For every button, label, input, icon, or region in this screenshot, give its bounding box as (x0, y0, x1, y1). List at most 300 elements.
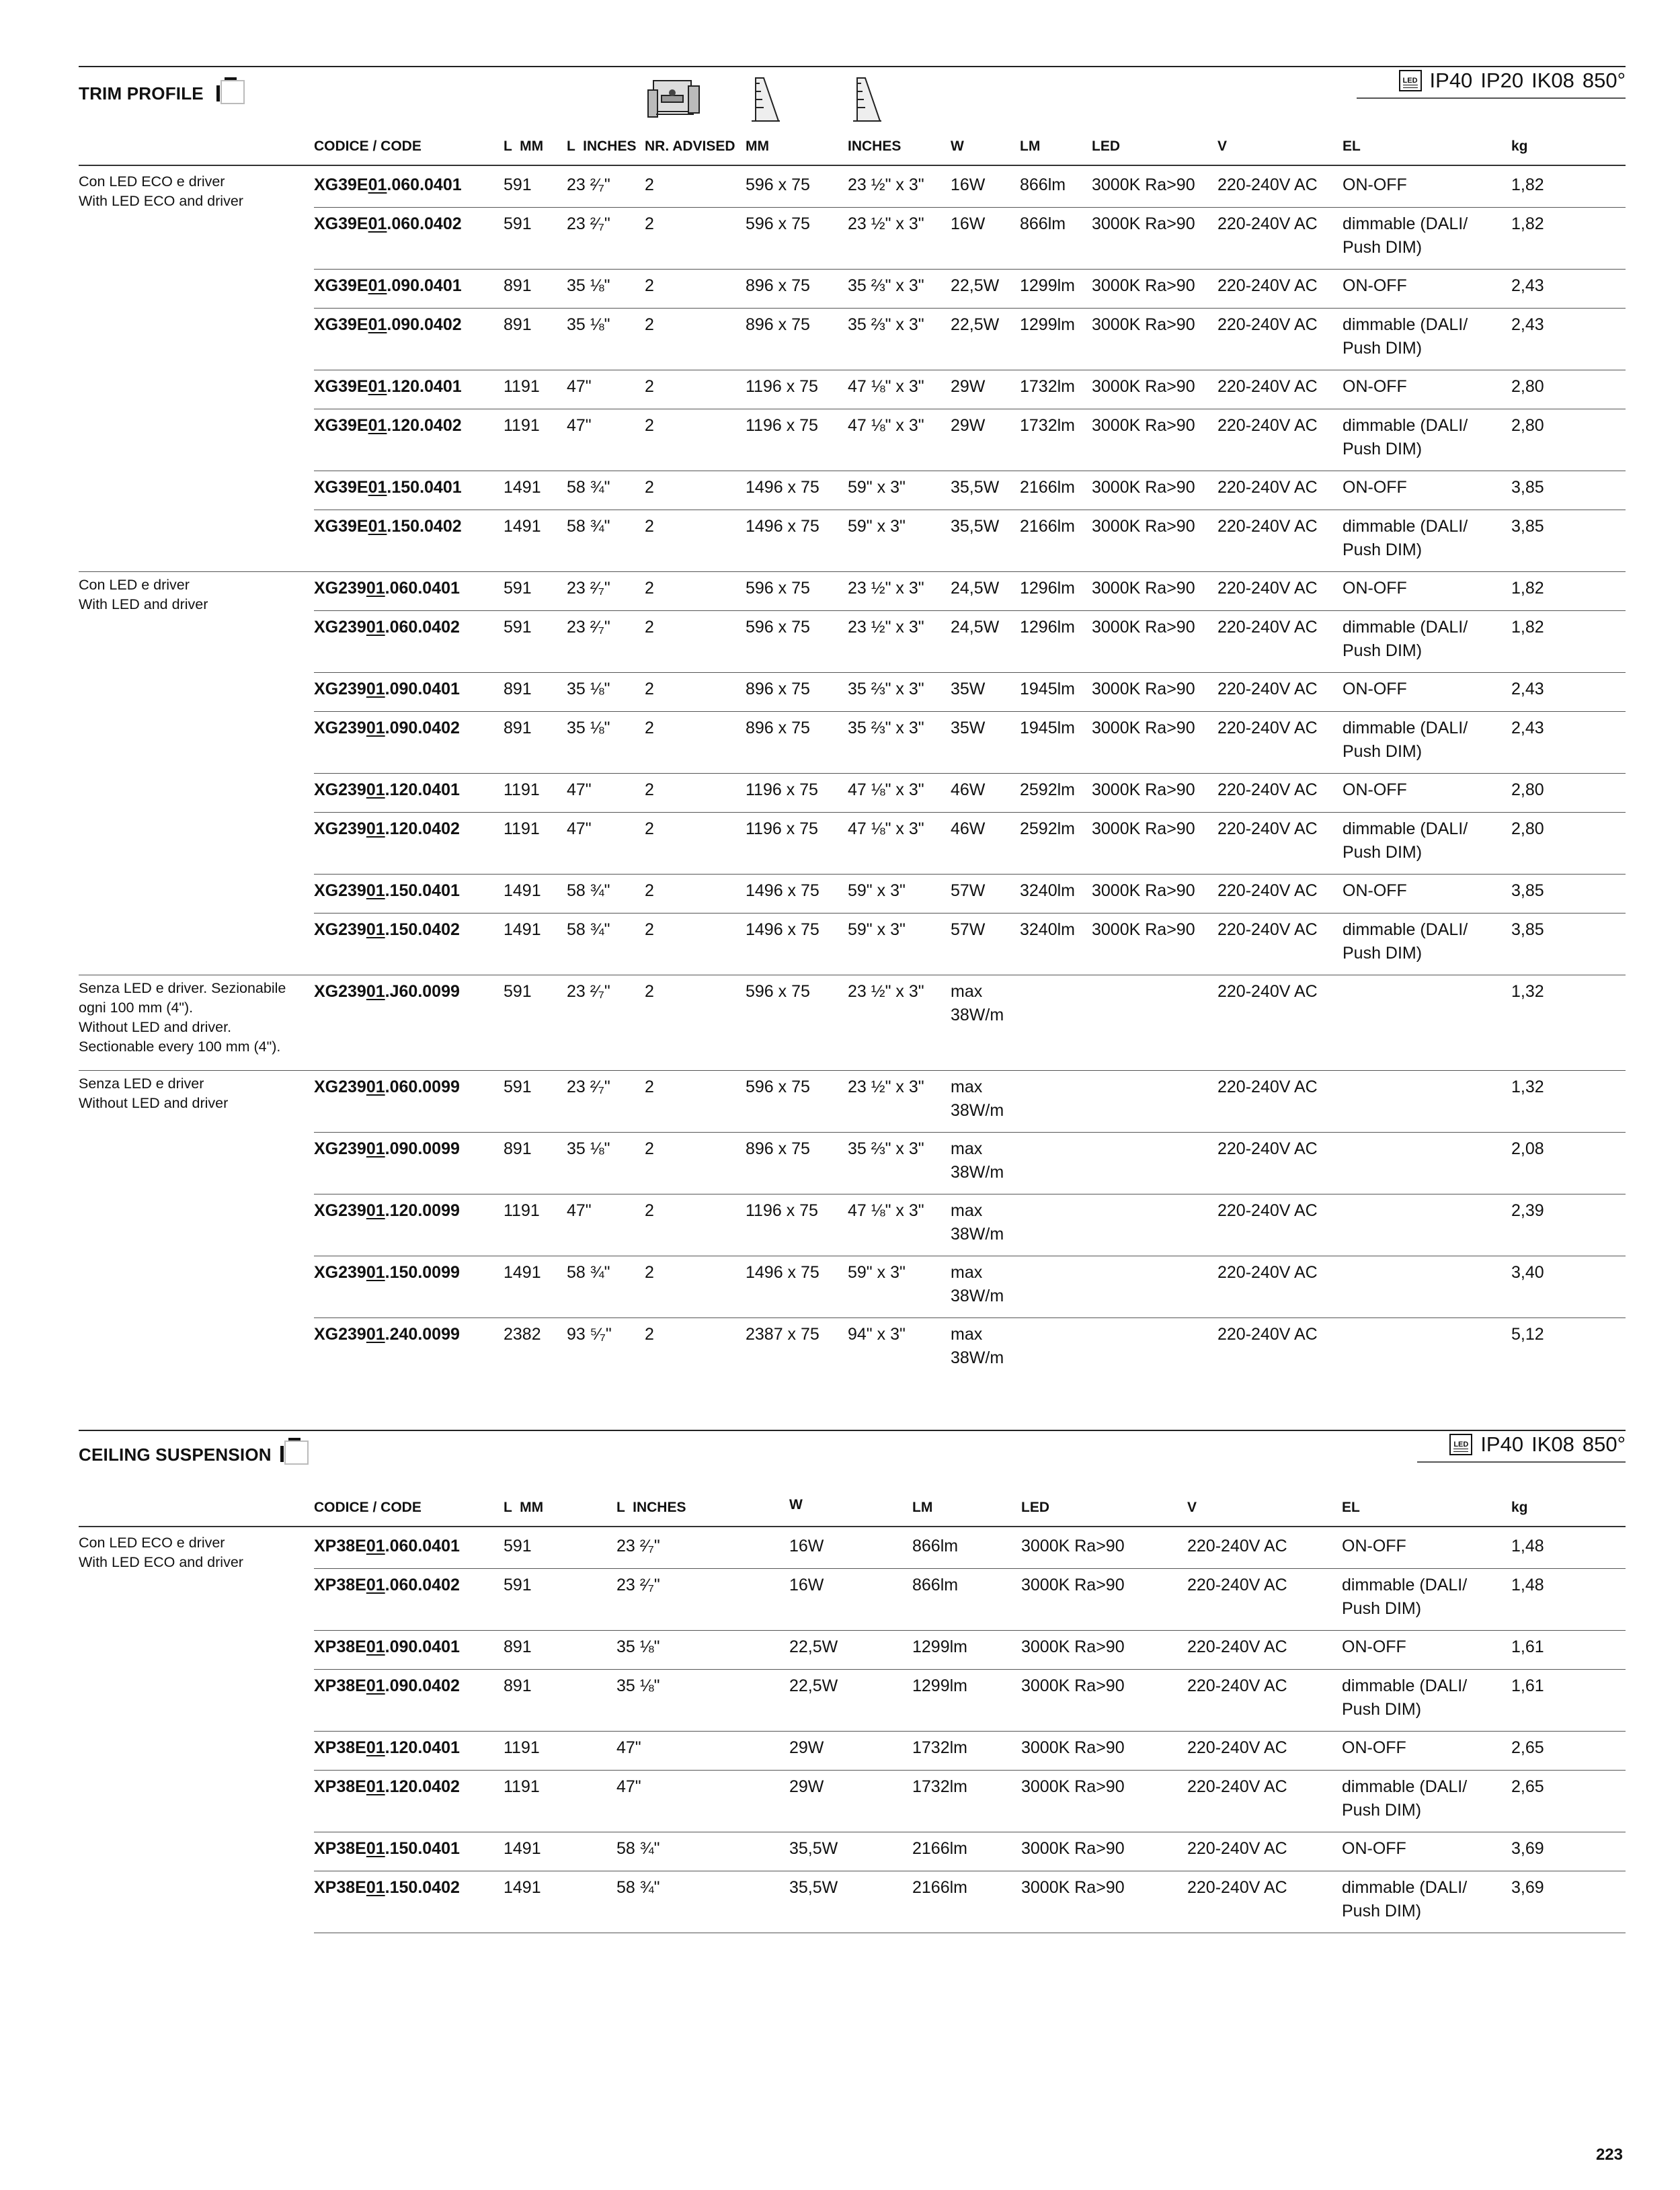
code-prefix: XG39E (314, 175, 368, 194)
product-code (314, 577, 460, 600)
cert-850: 850° (1582, 69, 1626, 92)
code-finish: 01 (366, 780, 385, 799)
row-rule (314, 773, 1626, 774)
cell-v: 220-240V AC (1217, 680, 1318, 698)
code-finish: 01 (366, 1537, 385, 1555)
product-code (314, 476, 462, 499)
cell-w: max 38W/m (951, 1201, 1004, 1244)
cell-inches: 47 ⅛" x 3" (848, 819, 924, 838)
cell-el: dimmable (DALI/ Push DIM) (1343, 719, 1468, 761)
cell-v: 220-240V AC (1217, 618, 1318, 637)
cell-l-mm: 1191 (504, 377, 540, 396)
product-code (314, 1674, 460, 1698)
cell-l-mm: 891 (504, 719, 532, 737)
cell-l-inches: 58 ¾" (567, 517, 610, 536)
cert-ip40: IP40 (1480, 1432, 1524, 1456)
code-suffix: .120.0402 (385, 819, 460, 838)
row-rule (314, 610, 1626, 611)
code-suffix: .J60.0099 (385, 982, 460, 1001)
cell-lm: 2166lm (912, 1878, 967, 1897)
cell-el: dimmable (DALI/ Push DIM) (1342, 1576, 1468, 1618)
column-header-led: LED (1092, 138, 1120, 154)
cell-l-mm: 591 (504, 618, 532, 637)
cell-l-inches: 23 ²⁄₇" (616, 1576, 660, 1594)
code-finish: 01 (366, 1201, 385, 1220)
cell-nr-advised: 2 (645, 478, 654, 497)
code-prefix: XG39E (314, 315, 368, 334)
product-code (314, 1837, 460, 1861)
cell-lm: 2166lm (912, 1839, 967, 1858)
cell-kg: 1,32 (1511, 1078, 1544, 1096)
cell-lm: 2592lm (1020, 819, 1075, 838)
column-header-l-mm: L MM (504, 1500, 544, 1515)
cell-kg: 3,69 (1511, 1878, 1544, 1897)
code-prefix: XG39E (314, 276, 368, 295)
cell-nr-advised: 2 (645, 1325, 654, 1344)
product-code (314, 515, 462, 538)
cell-w: max 38W/m (951, 982, 1004, 1024)
code-prefix: XG239 (314, 982, 366, 1001)
cell-mm: 596 x 75 (746, 579, 810, 598)
cell-v: 220-240V AC (1217, 276, 1318, 295)
cell-led: 3000K Ra>90 (1092, 214, 1195, 233)
cell-inches: 35 ⅔" x 3" (848, 680, 924, 698)
product-code (314, 1323, 460, 1346)
cell-lm: 866lm (912, 1537, 959, 1555)
cell-w: 22,5W (789, 1676, 838, 1695)
cell-el: ON-OFF (1342, 1738, 1406, 1757)
column-header-el: EL (1342, 1500, 1360, 1515)
cell-mm: 1196 x 75 (746, 780, 818, 799)
header-rule (79, 165, 1626, 166)
code-prefix: XG239 (314, 1263, 366, 1282)
cell-l-mm: 2382 (504, 1325, 541, 1344)
cell-mm: 596 x 75 (746, 618, 810, 637)
cell-mm: 596 x 75 (746, 214, 810, 233)
cell-w: 16W (951, 175, 986, 194)
code-prefix: XG239 (314, 1139, 366, 1158)
code-suffix: .120.0099 (385, 1201, 460, 1220)
code-prefix: XG39E (314, 214, 368, 233)
cell-led: 3000K Ra>90 (1092, 680, 1195, 698)
column-header-led: LED (1021, 1500, 1049, 1515)
cert-850: 850° (1582, 1432, 1626, 1456)
cell-w: 16W (951, 214, 986, 233)
code-suffix: .060.0402 (385, 618, 460, 637)
code-prefix: XP38E (314, 1738, 366, 1757)
cell-kg: 1,82 (1511, 579, 1544, 598)
code-suffix: .060.0402 (385, 1576, 460, 1594)
cell-v: 220-240V AC (1217, 315, 1318, 334)
cell-l-inches: 23 ²⁄₇" (567, 214, 610, 233)
cell-lm: 1299lm (1020, 315, 1075, 334)
cell-led: 3000K Ra>90 (1092, 416, 1195, 435)
cell-v: 220-240V AC (1187, 1537, 1287, 1555)
code-finish: 01 (366, 1078, 385, 1096)
section-title: TRIM PROFILE (79, 83, 204, 104)
cell-el: dimmable (DALI/ Push DIM) (1343, 517, 1468, 559)
cell-nr-advised: 2 (645, 276, 654, 295)
cell-kg: 3,85 (1511, 478, 1544, 497)
cell-w: 24,5W (951, 618, 1000, 637)
cell-nr-advised: 2 (645, 1139, 654, 1158)
cell-kg: 5,12 (1511, 1325, 1544, 1344)
code-finish: 01 (366, 982, 385, 1001)
cell-el: ON-OFF (1343, 276, 1407, 295)
profile-inches-drawing (850, 75, 883, 124)
cell-inches: 47 ⅛" x 3" (848, 780, 924, 799)
code-prefix: XG239 (314, 920, 366, 939)
cell-v: 220-240V AC (1217, 881, 1318, 900)
code-suffix: .150.0099 (385, 1263, 460, 1282)
column-header-kg: kg (1511, 138, 1528, 154)
cell-lm: 3240lm (1020, 920, 1075, 939)
cell-v: 220-240V AC (1187, 1878, 1287, 1897)
cell-mm: 596 x 75 (746, 175, 810, 194)
cell-l-inches: 58 ¾" (567, 1263, 610, 1282)
group-label: Senza LED e driver Without LED and driver (79, 1076, 229, 1111)
cell-mm: 1496 x 75 (746, 478, 819, 497)
cell-el: ON-OFF (1343, 680, 1407, 698)
code-finish: 01 (368, 416, 387, 435)
section-top-rule (79, 1430, 1626, 1431)
code-finish: 01 (366, 618, 385, 637)
cell-inches: 59" x 3" (848, 517, 906, 536)
cell-l-mm: 591 (504, 214, 532, 233)
row-rule (314, 207, 1626, 208)
cell-inches: 23 ½" x 3" (848, 579, 924, 598)
cell-mm: 896 x 75 (746, 315, 810, 334)
product-code (314, 274, 462, 298)
row-rule (314, 1770, 1626, 1771)
code-finish: 01 (366, 819, 385, 838)
cell-lm: 1732lm (912, 1777, 967, 1796)
cell-mm: 1196 x 75 (746, 377, 818, 396)
column-header-kg: kg (1511, 1500, 1528, 1515)
cell-nr-advised: 2 (645, 719, 654, 737)
cell-kg: 1,82 (1511, 214, 1544, 233)
code-suffix: .090.0402 (385, 719, 460, 737)
cell-l-mm: 891 (504, 1139, 532, 1158)
code-suffix: .090.0401 (385, 680, 460, 698)
code-finish: 01 (366, 1139, 385, 1158)
cell-led: 3000K Ra>90 (1092, 780, 1195, 799)
cell-inches: 23 ½" x 3" (848, 214, 924, 233)
cell-kg: 2,80 (1511, 377, 1544, 396)
mounting-clip-drawing (647, 75, 702, 122)
code-finish: 01 (366, 719, 385, 737)
cell-l-mm: 891 (504, 276, 532, 295)
cell-kg: 2,43 (1511, 680, 1544, 698)
product-code (314, 1261, 460, 1285)
cell-v: 220-240V AC (1217, 982, 1318, 1001)
cell-mm: 1496 x 75 (746, 517, 819, 536)
cell-l-inches: 23 ²⁄₇" (616, 1537, 660, 1555)
cell-nr-advised: 2 (645, 416, 654, 435)
code-prefix: XP38E (314, 1576, 366, 1594)
code-suffix: .120.0401 (387, 377, 462, 396)
row-rule (314, 1731, 1626, 1732)
cell-nr-advised: 2 (645, 680, 654, 698)
cell-nr-advised: 2 (645, 315, 654, 334)
header-rule (79, 1526, 1626, 1527)
code-suffix: .090.0401 (387, 276, 462, 295)
cell-w: 29W (951, 377, 986, 396)
cell-led: 3000K Ra>90 (1092, 819, 1195, 838)
cell-v: 220-240V AC (1217, 377, 1318, 396)
cell-l-mm: 1491 (504, 920, 541, 939)
product-code (314, 778, 460, 802)
cell-inches: 23 ½" x 3" (848, 618, 924, 637)
led-badge-icon: LED (1449, 1434, 1472, 1455)
code-suffix: .120.0401 (385, 780, 460, 799)
cell-l-mm: 591 (504, 1537, 532, 1555)
cell-led: 3000K Ra>90 (1092, 315, 1195, 334)
cell-nr-advised: 2 (645, 618, 654, 637)
cell-led: 3000K Ra>90 (1021, 1839, 1125, 1858)
section-title: CEILING SUSPENSION (79, 1445, 272, 1465)
cell-mm: 1496 x 75 (746, 881, 819, 900)
cell-v: 220-240V AC (1187, 1738, 1287, 1757)
cell-w: 35,5W (951, 517, 1000, 536)
cell-lm: 1732lm (912, 1738, 967, 1757)
column-header-l-inches: L INCHES (616, 1500, 686, 1515)
cell-w: 35,5W (789, 1878, 838, 1897)
code-finish: 01 (368, 478, 387, 497)
cell-l-mm: 1191 (504, 1738, 540, 1757)
cell-lm: 1732lm (1020, 416, 1075, 435)
product-code (314, 1775, 460, 1799)
cell-led: 3000K Ra>90 (1021, 1676, 1125, 1695)
cell-led: 3000K Ra>90 (1021, 1777, 1125, 1796)
code-prefix: XG239 (314, 1201, 366, 1220)
cell-el: dimmable (DALI/ Push DIM) (1343, 416, 1468, 458)
cell-w: max 38W/m (951, 1325, 1004, 1367)
cell-v: 220-240V AC (1217, 1325, 1318, 1344)
cell-el: dimmable (DALI/ Push DIM) (1342, 1777, 1468, 1820)
cell-el: ON-OFF (1342, 1537, 1406, 1555)
cell-lm: 2166lm (1020, 478, 1075, 497)
cell-w: 35,5W (789, 1839, 838, 1858)
code-finish: 01 (366, 1676, 385, 1695)
cert-ik08: IK08 (1531, 69, 1574, 92)
group-label: Senza LED e driver. Sezionabile ogni 100 mm (4"). Without LED and driver. Sectionable every 100 mm (4"). (79, 980, 286, 1055)
cell-lm: 1299lm (1020, 276, 1075, 295)
row-rule (314, 1669, 1626, 1670)
cell-el: ON-OFF (1343, 478, 1407, 497)
code-suffix: .060.0099 (385, 1078, 460, 1096)
cell-v: 220-240V AC (1217, 819, 1318, 838)
product-code (314, 212, 462, 236)
cell-led: 3000K Ra>90 (1092, 175, 1195, 194)
code-finish: 01 (368, 175, 387, 194)
code-prefix: XG39E (314, 517, 368, 536)
cell-nr-advised: 2 (645, 780, 654, 799)
cell-l-mm: 891 (504, 1676, 532, 1695)
cell-l-inches: 35 ⅛" (567, 276, 610, 295)
cell-inches: 23 ½" x 3" (848, 982, 924, 1001)
cell-w: 22,5W (789, 1637, 838, 1656)
code-suffix: .240.0099 (385, 1325, 460, 1344)
cell-l-mm: 1491 (504, 517, 541, 536)
cell-mm: 596 x 75 (746, 982, 810, 1001)
group-label: Con LED ECO e driver With LED ECO and driver (79, 1535, 243, 1570)
cell-w: max 38W/m (951, 1139, 1004, 1182)
cell-l-inches: 58 ¾" (616, 1839, 660, 1858)
cert-ip20: IP20 (1480, 69, 1524, 92)
column-header-w: W (789, 1497, 803, 1512)
column-header-el: EL (1343, 138, 1361, 154)
cell-inches: 35 ⅔" x 3" (848, 719, 924, 737)
product-code (314, 918, 460, 942)
cell-l-inches: 23 ²⁄₇" (567, 982, 610, 1001)
ceiling-profile-icon (280, 1438, 309, 1466)
cell-nr-advised: 2 (645, 982, 654, 1001)
cell-nr-advised: 2 (645, 214, 654, 233)
code-prefix: XP38E (314, 1537, 366, 1555)
cell-inches: 59" x 3" (848, 881, 906, 900)
cell-l-mm: 591 (504, 1576, 532, 1594)
cell-kg: 2,39 (1511, 1201, 1544, 1220)
cell-l-mm: 1491 (504, 1839, 541, 1858)
code-prefix: XP38E (314, 1637, 366, 1656)
cell-v: 220-240V AC (1187, 1839, 1287, 1858)
cell-el: dimmable (DALI/ Push DIM) (1343, 214, 1468, 257)
cell-nr-advised: 2 (645, 881, 654, 900)
cell-kg: 2,43 (1511, 719, 1544, 737)
group-rule (79, 1070, 1626, 1071)
cell-inches: 47 ⅛" x 3" (848, 416, 924, 435)
row-rule (314, 308, 1626, 309)
cell-el: ON-OFF (1342, 1839, 1406, 1858)
code-prefix: XP38E (314, 1878, 366, 1897)
cell-el: dimmable (DALI/ Push DIM) (1343, 618, 1468, 660)
cell-kg: 2,80 (1511, 416, 1544, 435)
code-finish: 01 (366, 1777, 385, 1796)
code-finish: 01 (366, 1878, 385, 1897)
cell-kg: 2,80 (1511, 819, 1544, 838)
code-prefix: XG239 (314, 819, 366, 838)
led-badge-icon: LED (1399, 70, 1422, 91)
cell-el: ON-OFF (1342, 1637, 1406, 1656)
cell-el: dimmable (DALI/ Push DIM) (1342, 1676, 1468, 1719)
cell-el: dimmable (DALI/ Push DIM) (1342, 1878, 1468, 1920)
cell-inches: 35 ⅔" x 3" (848, 276, 924, 295)
cell-kg: 2,65 (1511, 1777, 1544, 1796)
code-prefix: XG239 (314, 579, 366, 598)
cell-inches: 47 ⅛" x 3" (848, 1201, 924, 1220)
product-code (314, 173, 462, 197)
cell-w: 22,5W (951, 276, 1000, 295)
cell-l-inches: 47" (567, 416, 592, 435)
row-rule (314, 1317, 1626, 1318)
code-prefix: XG39E (314, 416, 368, 435)
cell-el: ON-OFF (1343, 377, 1407, 396)
cell-w: 24,5W (951, 579, 1000, 598)
code-suffix: .060.0401 (385, 579, 460, 598)
cell-v: 220-240V AC (1217, 478, 1318, 497)
code-prefix: XG239 (314, 1325, 366, 1344)
cell-v: 220-240V AC (1217, 175, 1318, 194)
group-rule (79, 571, 1626, 572)
column-header-l-mm: L MM (504, 138, 544, 154)
cell-led: 3000K Ra>90 (1092, 579, 1195, 598)
cell-l-inches: 47" (567, 780, 592, 799)
cell-kg: 2,43 (1511, 276, 1544, 295)
cell-mm: 896 x 75 (746, 680, 810, 698)
product-code (314, 980, 460, 1004)
product-code (314, 313, 462, 337)
product-code (314, 717, 460, 740)
product-code (314, 1535, 460, 1558)
cell-lm: 1299lm (912, 1637, 967, 1656)
cell-led: 3000K Ra>90 (1021, 1537, 1125, 1555)
cell-kg: 2,08 (1511, 1139, 1544, 1158)
cell-led: 3000K Ra>90 (1092, 881, 1195, 900)
cell-l-inches: 23 ²⁄₇" (567, 1078, 610, 1096)
code-finish: 01 (366, 1738, 385, 1757)
cell-v: 220-240V AC (1217, 579, 1318, 598)
column-header-codice-code: CODICE / CODE (314, 1500, 422, 1515)
cell-led: 3000K Ra>90 (1021, 1738, 1125, 1757)
cell-lm: 2166lm (1020, 517, 1075, 536)
cert-ip40: IP40 (1429, 69, 1473, 92)
profile-mm-drawing (749, 75, 781, 124)
code-suffix: .150.0402 (387, 517, 462, 536)
code-suffix: .150.0402 (385, 1878, 460, 1897)
cell-inches: 94" x 3" (848, 1325, 906, 1344)
code-prefix: XP38E (314, 1839, 366, 1858)
cell-w: 16W (789, 1537, 824, 1555)
code-suffix: .120.0401 (385, 1738, 460, 1757)
code-suffix: .060.0401 (385, 1537, 460, 1555)
cell-kg: 1,82 (1511, 618, 1544, 637)
code-suffix: .120.0402 (387, 416, 462, 435)
code-prefix: XG239 (314, 1078, 366, 1096)
cell-w: max 38W/m (951, 1078, 1004, 1120)
cell-kg: 2,65 (1511, 1738, 1544, 1757)
cell-led: 3000K Ra>90 (1092, 478, 1195, 497)
cell-w: 29W (789, 1777, 824, 1796)
cell-w: 57W (951, 920, 986, 939)
cell-lm: 3240lm (1020, 881, 1075, 900)
code-suffix: .090.0099 (385, 1139, 460, 1158)
cell-inches: 35 ⅔" x 3" (848, 315, 924, 334)
code-finish: 01 (368, 276, 387, 295)
code-finish: 01 (368, 517, 387, 536)
cell-kg: 3,85 (1511, 517, 1544, 536)
column-header-l-inches: L INCHES (567, 138, 637, 154)
code-finish: 01 (366, 1576, 385, 1594)
cell-w: 46W (951, 819, 986, 838)
cell-v: 220-240V AC (1217, 780, 1318, 799)
cell-el: dimmable (DALI/ Push DIM) (1343, 920, 1468, 963)
cell-nr-advised: 2 (645, 517, 654, 536)
cell-el: ON-OFF (1343, 175, 1407, 194)
cell-kg: 2,43 (1511, 315, 1544, 334)
row-rule (314, 711, 1626, 712)
code-finish: 01 (366, 1637, 385, 1656)
code-prefix: XG239 (314, 881, 366, 900)
code-suffix: .060.0402 (387, 214, 462, 233)
group-label: Con LED e driver With LED and driver (79, 577, 208, 612)
code-finish: 01 (366, 1263, 385, 1282)
cell-led: 3000K Ra>90 (1021, 1637, 1125, 1656)
cell-l-mm: 1191 (504, 780, 540, 799)
code-suffix: .150.0402 (385, 920, 460, 939)
cell-l-inches: 23 ²⁄₇" (567, 618, 610, 637)
code-finish: 01 (368, 315, 387, 334)
